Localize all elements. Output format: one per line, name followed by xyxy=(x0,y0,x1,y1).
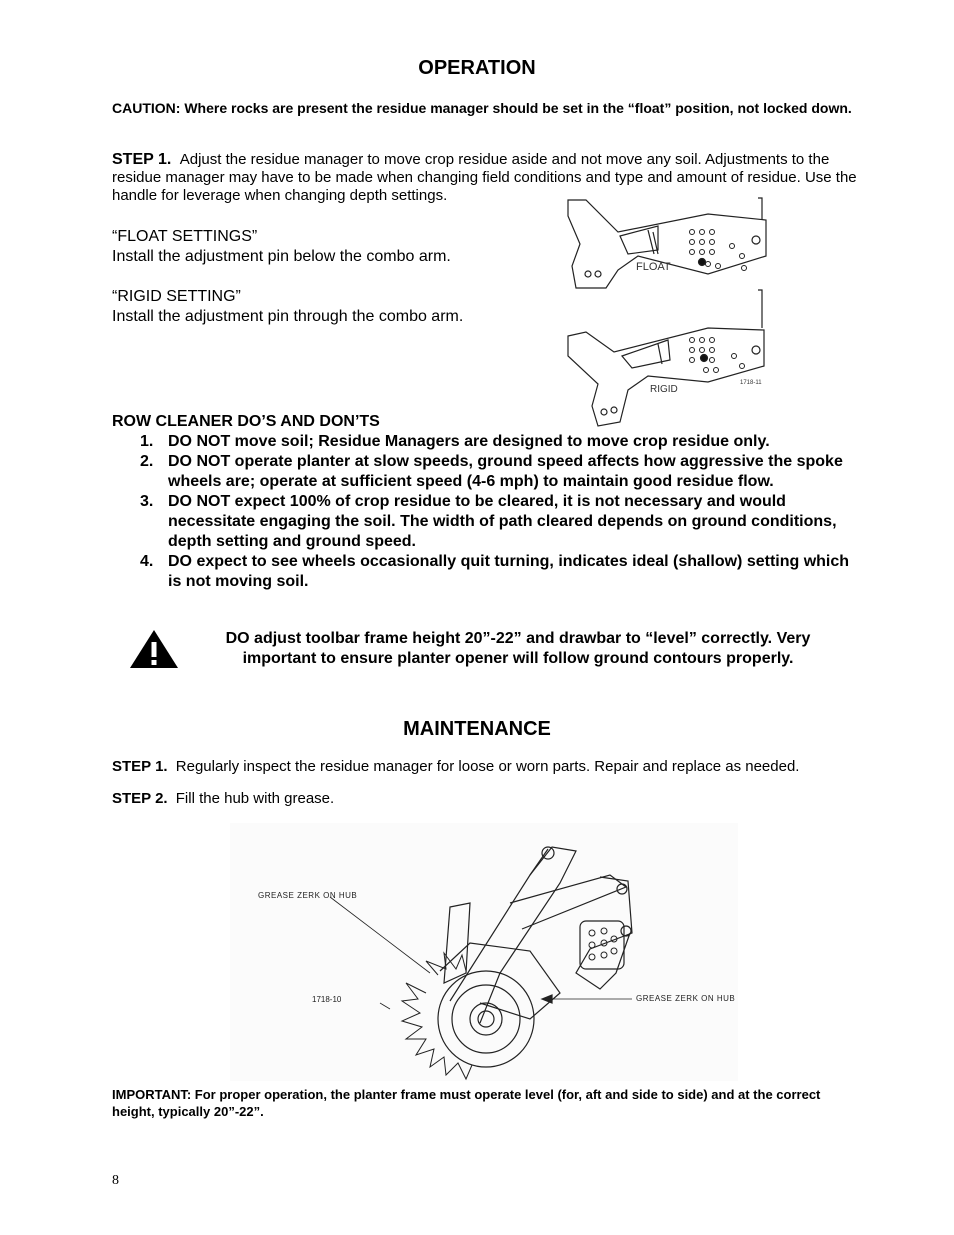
row-cleaner-heading: ROW CLEANER DO’S AND DON’TS xyxy=(112,413,380,430)
float-label: FLOAT xyxy=(636,261,671,273)
step1-text: Adjust the residue manager to move crop residue aside and not move any soil. Adjustments to the residue manager may have to be made when changing field conditions and type and amount of residue. Use the handle for leverage when changing depth settings. xyxy=(112,151,857,204)
float-text: Install the adjustment pin below the combo arm. xyxy=(112,248,451,265)
hub-figure xyxy=(230,823,738,1081)
hub-figure-code: 1718-10 xyxy=(312,995,342,1004)
warning-triangle-icon xyxy=(129,629,179,669)
maint-step1-text: Regularly inspect the residue manager for loose or worn parts. Repair and replace as needed. xyxy=(175,758,800,775)
float-rigid-figure xyxy=(558,196,776,428)
maintenance-step2 xyxy=(112,790,334,808)
grease-zerk-label-left: GREASE ZERK ON HUB xyxy=(258,891,358,900)
warning-text: DO adjust toolbar frame height 20”-22” and drawbar to “level” correctly. Very important to ensure planter opener will follow ground contours properly. xyxy=(225,630,811,667)
grease-zerk-label-right: GREASE ZERK ON HUB xyxy=(636,994,736,1003)
rigid-text: Install the adjustment pin through the combo arm. xyxy=(112,308,464,325)
rigid-bracket-drawing xyxy=(568,290,764,426)
operation-title: OPERATION xyxy=(418,57,536,79)
float-heading: “FLOAT SETTINGS” xyxy=(112,228,258,245)
step1-label: STEP 1. xyxy=(112,151,172,168)
figure-code: 1718-11 xyxy=(740,380,762,386)
row-cleaner-list xyxy=(112,432,852,592)
list-item: 3. DO NOT expect 100% of crop residue to be cleared, it is not necessary and would necessitate engaging the soil. The width of path cleared depends on ground conditions, depth setting and ground speed. xyxy=(140,493,837,550)
list-item: 2. DO NOT operate planter at slow speeds, ground speed affects how aggressive the spoke wheels are; operate at sufficient speed (4-6 mph) to maintain good residue flow. xyxy=(140,453,843,490)
list-item: 1. DO NOT move soil; Residue Managers are designed to move crop residue only. xyxy=(140,433,770,450)
maint-step2-label: STEP 2. xyxy=(112,790,168,807)
maintenance-title: MAINTENANCE xyxy=(403,718,551,740)
maintenance-step1 xyxy=(112,758,799,776)
float-bracket-drawing xyxy=(568,198,766,288)
maint-step2-text: Fill the hub with grease. xyxy=(175,790,335,807)
page-number: 8 xyxy=(112,1173,119,1188)
rigid-label: RIGID xyxy=(650,384,678,395)
caution-text: CAUTION: Where rocks are present the residue manager should be set in the “float” position, not locked down. xyxy=(112,100,852,116)
rigid-heading: “RIGID SETTING” xyxy=(112,288,241,305)
maint-step1-label: STEP 1. xyxy=(112,758,168,775)
list-item: 4. DO expect to see wheels occasionally quit turning, indicates ideal (shallow) setting which is not moving soil. xyxy=(140,553,850,590)
important-note: IMPORTANT: For proper operation, the planter frame must operate level (for, aft and side to side) and at the correct height, typically 20”-22”. xyxy=(112,1087,821,1119)
